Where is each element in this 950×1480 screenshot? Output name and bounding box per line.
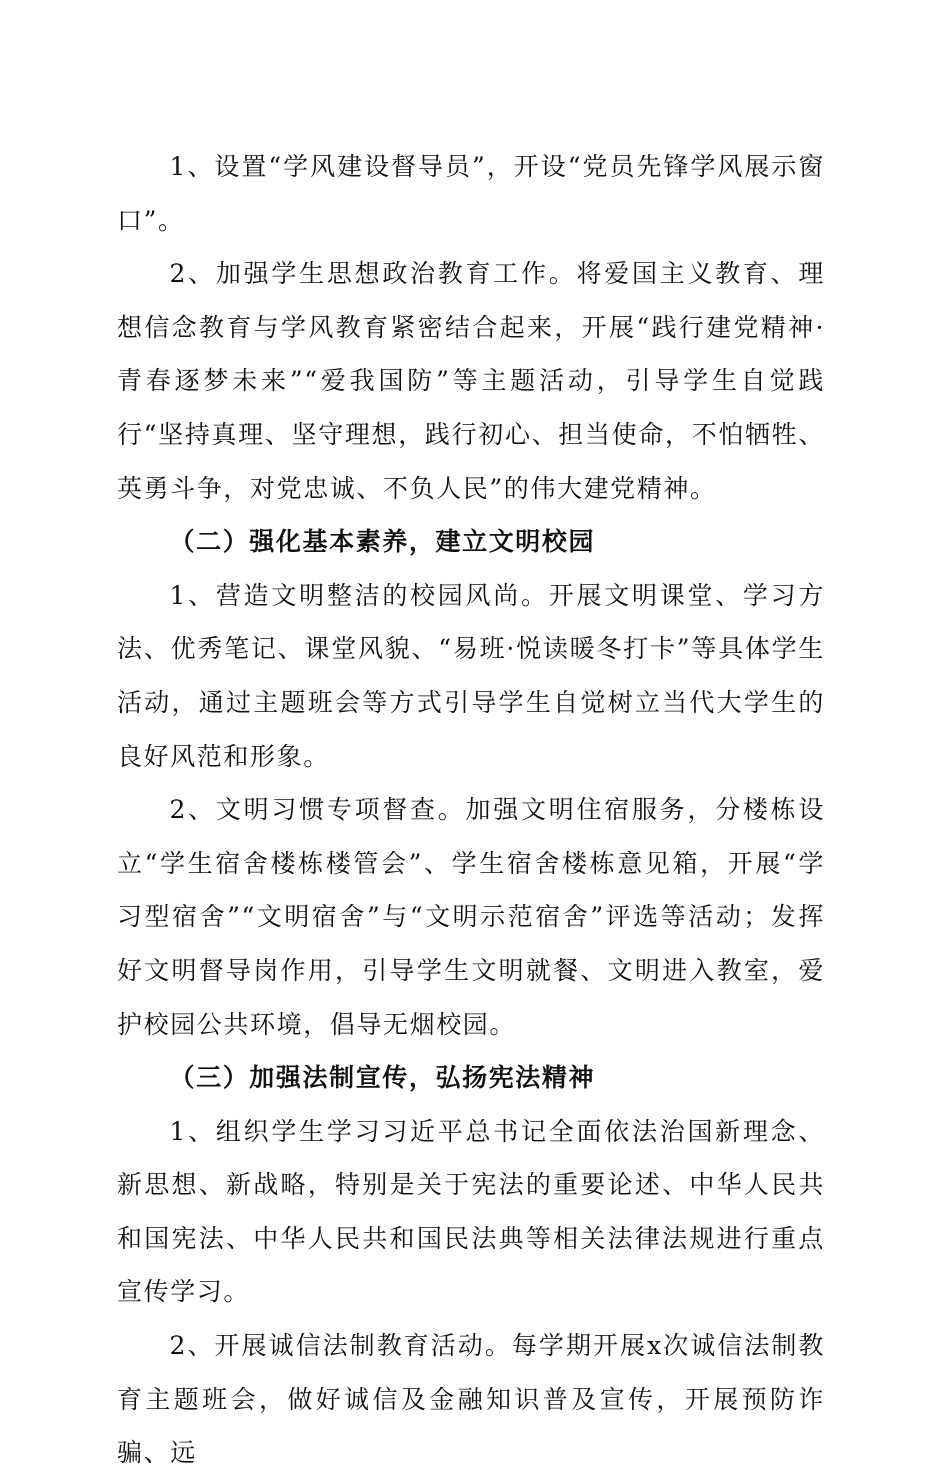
section-heading-3: （三）加强法制宣传，弘扬宪法精神	[169, 1063, 596, 1093]
document-body	[117, 140, 825, 1480]
paragraph-4: 2、文明习惯专项督查。加强文明住宿服务，分楼栋设立“学生宿舍楼栋楼管会”、学生宿舍楼栋意见箱，开展“学习型宿舍”“文明宿舍”与“文明示范宿舍”评选等活动；发挥好文明督导岗作用，引导学生文明就餐、文明进入教室，爱护校园公共环境，倡导无烟校园。	[117, 795, 825, 1039]
paragraph-5: 1、组织学生学习习近平总书记全面依法治国新理念、新思想、新战略，特别是关于宪法的重要论述、中华人民共和国宪法、中华人民共和国民法典等相关法律法规进行重点宣传学习。	[117, 1116, 825, 1307]
paragraph-6: 2、开展诚信法制教育活动。每学期开展x次诚信法制教育主题班会，做好诚信及金融知识普及宣传，开展预防诈骗、远	[117, 1331, 825, 1468]
paragraph-3: 1、营造文明整洁的校园风尚。开展文明课堂、学习方法、优秀笔记、课堂风貌、“易班·悦读暖冬打卡”等具体学生活动，通过主题班会等方式引导学生自觉树立当代大学生的良好风范和形象。	[117, 580, 825, 771]
section-heading-2: （二）强化基本素养，建立文明校园	[169, 527, 596, 557]
paragraph-1: 1、设置“学风建设督导员”，开设“党员先锋学风展示窗口”。	[117, 152, 825, 235]
paragraph-2: 2、加强学生思想政治教育工作。将爱国主义教育、理想信念教育与学风教育紧密结合起来，开展“践行建党精神·青春逐梦未来”“爱我国防”等主题活动，引导学生自觉践行“坚持真理、坚守理想，践行初心、担当使命，不怕牺牲、英勇斗争，对党忠诚、不负人民”的伟大建党精神。	[117, 259, 825, 503]
